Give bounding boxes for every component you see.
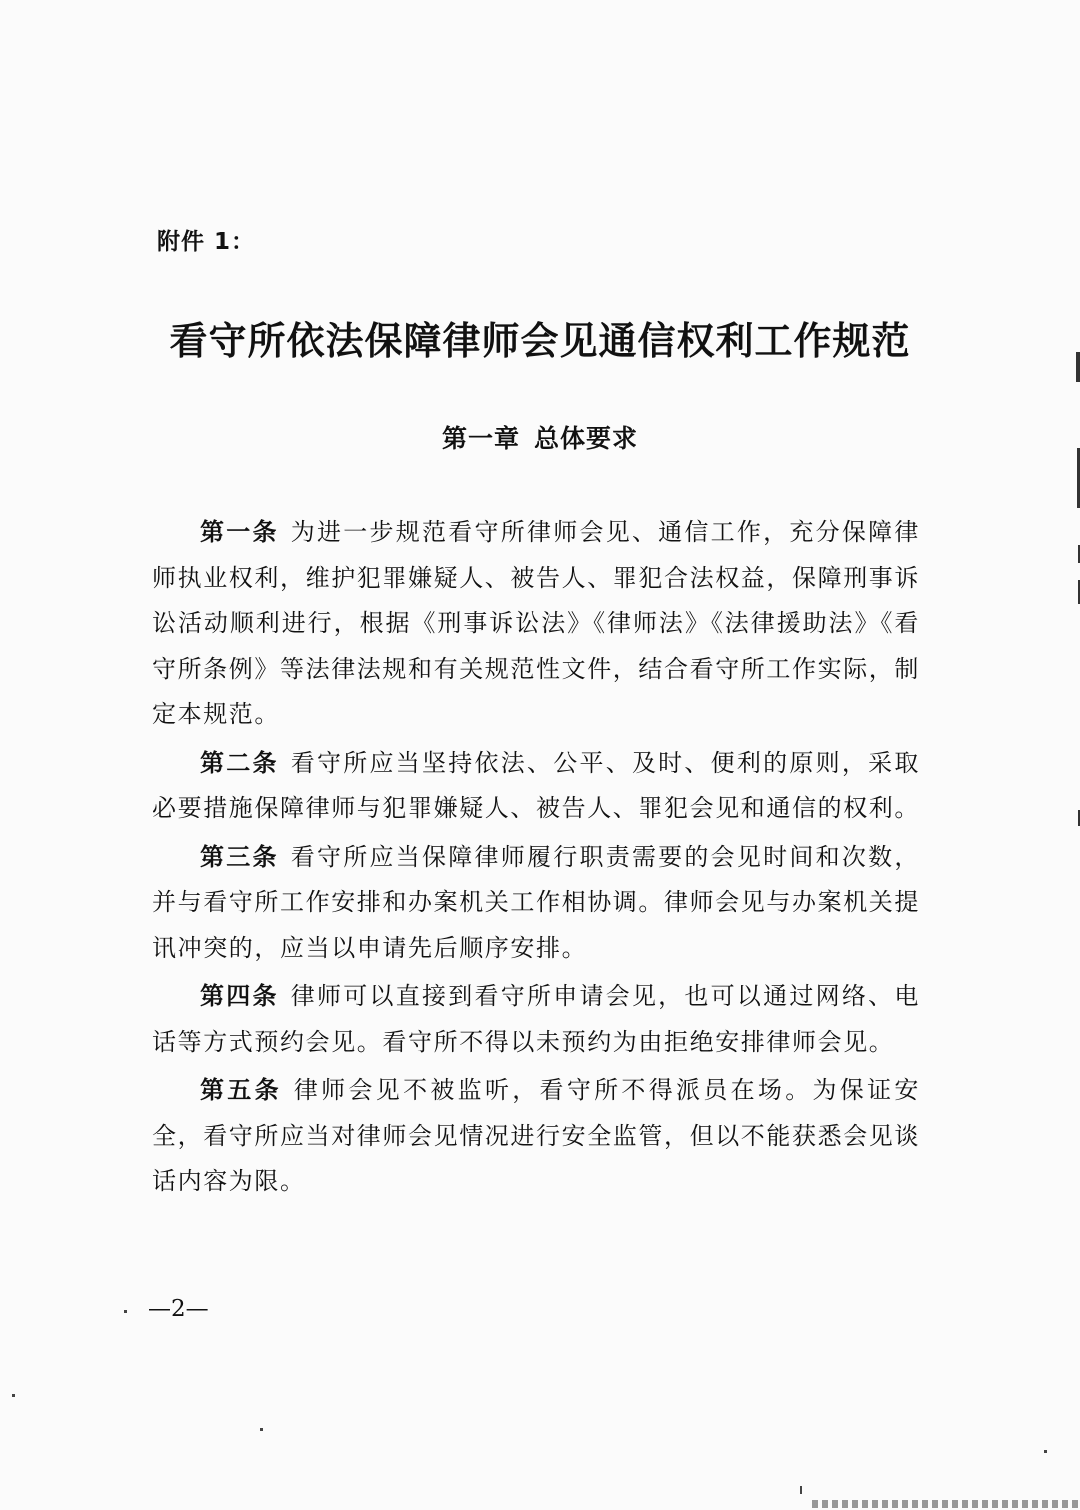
article-label: 第三条 [200,842,279,871]
article-5 [152,1068,920,1205]
article-text: 看守所应当坚持依法、公平、及时、便利的原则，采取必要措施保障律师与犯罪嫌疑人、被告人、罪犯会见和通信的权利。 [152,748,920,822]
article-2 [152,741,920,832]
scan-dot [12,1394,15,1397]
article-label: 第一条 [200,518,279,546]
chapter-name: 总体要求 [534,424,639,453]
article-text: 看守所应当保障律师履行职责需要的会见时间和次数，并与看守所工作安排和办案机关工作相协调。律师会见与办案机关提讯冲突的，应当以申请先后顺序安排。 [152,842,920,962]
article-label: 第五条 [200,1076,282,1104]
scan-dot [800,1486,802,1494]
article-text: 律师会见不被监听，看守所不得派员在场。为保证安全，看守所应当对律师会见情况进行安全监管，但以不能获悉会见谈话内容为限。 [152,1076,920,1195]
article-4 [152,974,920,1065]
chapter-number: 第一章 [441,424,520,453]
article-label: 第四条 [200,982,279,1010]
document-title: 看守所依法保障律师会见通信权利工作规范 [169,318,911,363]
article-label: 第二条 [200,748,279,777]
article-text: 律师可以直接到看守所申请会见，也可以通过网络、电话等方式预约会见。看守所不得以未预约为由拒绝安排律师会见。 [152,982,920,1056]
document-body [152,510,920,1208]
scan-dot [124,1310,127,1313]
page-number: —2— [148,1296,209,1322]
article-text: 为进一步规范看守所律师会见、通信工作，充分保障律师执业权利，维护犯罪嫌疑人、被告人、罪犯合法权益，保障刑事诉讼活动顺利进行，根据《刑事诉讼法》《律师法》《法律援助法》《看守所条例》等法律法规和有关规范性文件，结合看守所工作实际，制定本规范。 [152,518,920,728]
article-3 [152,835,920,972]
article-1 [152,510,920,738]
scan-bottom-strip [812,1500,1080,1508]
scan-dot [260,1428,263,1431]
scan-dot [1044,1450,1047,1453]
attachment-label: 附件 1： [157,229,256,255]
chapter-heading [0,419,1080,455]
scan-edge-mark [1076,352,1080,382]
